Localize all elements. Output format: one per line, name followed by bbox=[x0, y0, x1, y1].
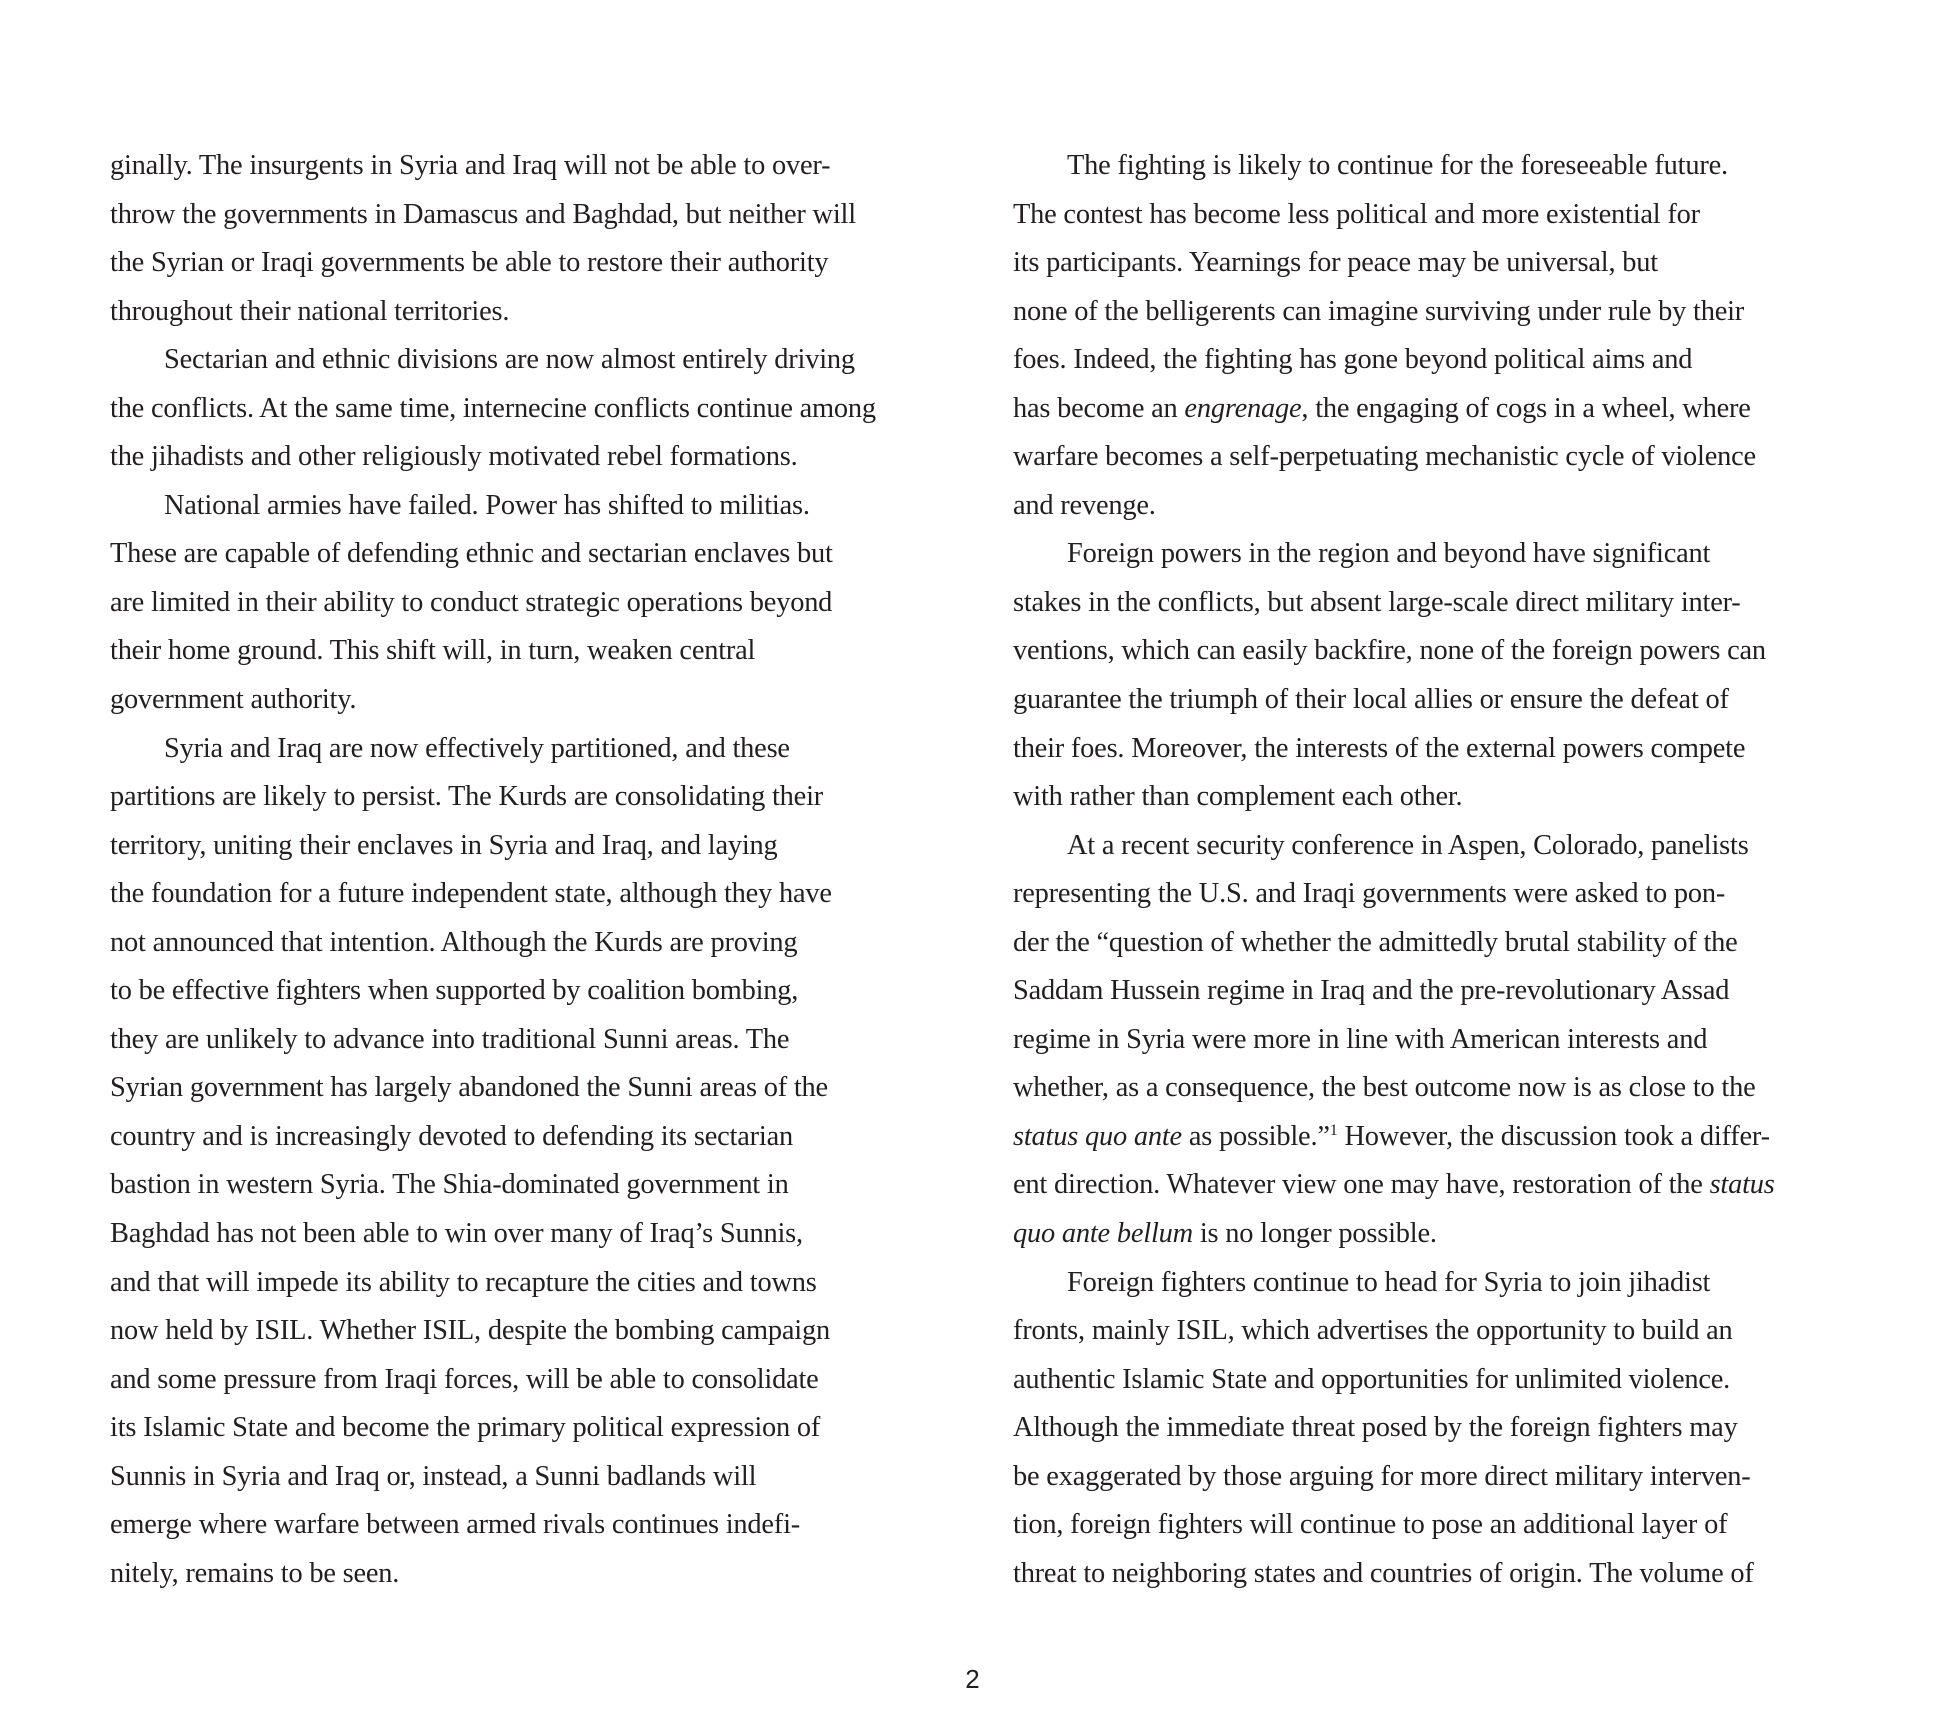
body-text-line: nitely, remains to be seen. bbox=[110, 1557, 400, 1589]
italic-term: engrenage bbox=[1184, 392, 1302, 424]
body-text-line: warfare becomes a self-perpetuating mechanistic cycle of violence bbox=[1013, 441, 1756, 473]
body-text-line: fronts, mainly ISIL, which advertises the opportunity to build an bbox=[1013, 1315, 1733, 1347]
body-text-line: ventions, which can easily backfire, none of the foreign powers can bbox=[1013, 635, 1766, 667]
body-text-line: stakes in the conflicts, but absent large-scale direct military inter- bbox=[1013, 586, 1741, 618]
body-text-line: regime in Syria were more in line with American interests and bbox=[1013, 1023, 1708, 1055]
page-number: 2 bbox=[965, 1664, 980, 1694]
body-text-line: be exaggerated by those arguing for more direct military interven- bbox=[1013, 1460, 1751, 1492]
body-text-line: The contest has become less political and more existential for bbox=[1013, 198, 1700, 230]
body-text-line: throughout their national territories. bbox=[110, 295, 510, 327]
body-text-line: and revenge. bbox=[1013, 489, 1156, 521]
body-text-line: authentic Islamic State and opportunities for unlimited violence. bbox=[1013, 1363, 1731, 1395]
body-text-line: throw the governments in Damascus and Baghdad, but neither will bbox=[110, 198, 856, 230]
body-text-line: Although the immediate threat posed by the foreign fighters may bbox=[1013, 1412, 1738, 1444]
text-run: , the engaging of cogs in a wheel, where bbox=[1301, 392, 1751, 424]
left-column bbox=[110, 142, 960, 1598]
body-text-line: foes. Indeed, the fighting has gone beyond political aims and bbox=[1013, 344, 1693, 376]
text-run: ent direction. Whatever view one may have, restoration of the bbox=[1013, 1169, 1710, 1201]
paragraph-first-line: Foreign powers in the region and beyond have significant bbox=[1067, 538, 1711, 570]
body-text-line: they are unlikely to advance into traditional Sunni areas. The bbox=[110, 1023, 790, 1055]
italic-term: status bbox=[1709, 1169, 1775, 1201]
body-text-line: to be effective fighters when supported by coalition bombing, bbox=[110, 975, 799, 1007]
italic-term: status quo ante bbox=[1013, 1120, 1182, 1152]
body-text-line: Baghdad has not been able to win over many of Iraq’s Sunnis, bbox=[110, 1218, 803, 1250]
body-text-line: none of the belligerents can imagine surviving under rule by their bbox=[1013, 295, 1745, 327]
body-text-line: government authority. bbox=[110, 684, 357, 716]
body-text-line: whether, as a consequence, the best outcome now is as close to the bbox=[1013, 1072, 1756, 1104]
body-text-line: tion, foreign fighters will continue to pose an additional layer of bbox=[1013, 1509, 1728, 1541]
body-text-line: with rather than complement each other. bbox=[1013, 781, 1463, 813]
paragraph-first-line: The fighting is likely to continue for the foreseeable future. bbox=[1067, 150, 1728, 181]
body-text-line: their home ground. This shift will, in turn, weaken central bbox=[110, 635, 756, 667]
body-text-line: bastion in western Syria. The Shia-dominated government in bbox=[110, 1169, 789, 1201]
body-text-line: and that will impede its ability to recapture the cities and towns bbox=[110, 1266, 817, 1298]
body-text-line: threat to neighboring states and countries of origin. The volume of bbox=[1013, 1557, 1754, 1589]
body-text-line: territory, uniting their enclaves in Syria and Iraq, and laying bbox=[110, 829, 778, 861]
body-text-line: emerge where warfare between armed rivals continues indefi- bbox=[110, 1509, 801, 1541]
footnote-marker[interactable]: 1 bbox=[1329, 1121, 1338, 1139]
body-text-line: These are capable of defending ethnic and sectarian enclaves but bbox=[110, 538, 833, 570]
body-text-line bbox=[1013, 385, 1893, 434]
right-column bbox=[1013, 142, 1893, 1598]
body-text-line: and some pressure from Iraqi forces, will be able to consolidate bbox=[110, 1363, 819, 1395]
paragraph-first-line: Syria and Iraq are now effectively partitioned, and these bbox=[164, 732, 790, 764]
body-text-line: the conflicts. At the same time, internecine conflicts continue among bbox=[110, 392, 876, 424]
body-text-line: partitions are likely to persist. The Kurds are consolidating their bbox=[110, 781, 824, 813]
body-text-line: not announced that intention. Although the Kurds are proving bbox=[110, 926, 798, 958]
body-text-line: der the “question of whether the admittedly brutal stability of the bbox=[1013, 926, 1738, 958]
body-text-line: Saddam Hussein regime in Iraq and the pre-revolutionary Assad bbox=[1013, 975, 1730, 1007]
body-text-line: their foes. Moreover, the interests of the external powers compete bbox=[1013, 732, 1746, 764]
body-text-line: representing the U.S. and Iraqi governments were asked to pon- bbox=[1013, 878, 1726, 910]
body-text-line: country and is increasingly devoted to defending its sectarian bbox=[110, 1120, 793, 1152]
paragraph-first-line: Foreign fighters continue to head for Syria to join jihadist bbox=[1067, 1266, 1711, 1298]
body-text-line: ginally. The insurgents in Syria and Iraq will not be able to over- bbox=[110, 150, 831, 181]
text-run: has become an bbox=[1013, 392, 1185, 424]
body-text-line bbox=[1013, 1210, 1893, 1259]
italic-term: quo ante bellum bbox=[1013, 1218, 1193, 1250]
body-text-line: the Syrian or Iraqi governments be able to restore their authority bbox=[110, 247, 829, 279]
body-text-line: now held by ISIL. Whether ISIL, despite the bombing campaign bbox=[110, 1315, 830, 1347]
body-text-line bbox=[1013, 1113, 1893, 1162]
body-text-line: Sunnis in Syria and Iraq or, instead, a Sunni badlands will bbox=[110, 1460, 757, 1492]
body-text-line: guarantee the triumph of their local allies or ensure the defeat of bbox=[1013, 684, 1729, 716]
body-text-line: Syrian government has largely abandoned the Sunni areas of the bbox=[110, 1072, 828, 1104]
body-text-line: its participants. Yearnings for peace may be universal, but bbox=[1013, 247, 1658, 279]
body-text-line: are limited in their ability to conduct strategic operations beyond bbox=[110, 586, 833, 618]
text-run: as possible.” bbox=[1181, 1120, 1330, 1152]
body-text-line: the jihadists and other religiously motivated rebel formations. bbox=[110, 441, 798, 473]
text-run: is no longer possible. bbox=[1192, 1218, 1437, 1250]
paragraph-first-line: National armies have failed. Power has shifted to militias. bbox=[164, 489, 810, 521]
paragraph-first-line: Sectarian and ethnic divisions are now almost entirely driving bbox=[164, 344, 855, 376]
text-run: However, the discussion took a differ- bbox=[1337, 1120, 1770, 1152]
paragraph-first-line: At a recent security conference in Aspen, Colorado, panelists bbox=[1067, 829, 1749, 861]
body-text-line: its Islamic State and become the primary political expression of bbox=[110, 1412, 821, 1444]
body-text-line bbox=[1013, 1161, 1893, 1210]
body-text-line: the foundation for a future independent state, although they have bbox=[110, 878, 832, 910]
